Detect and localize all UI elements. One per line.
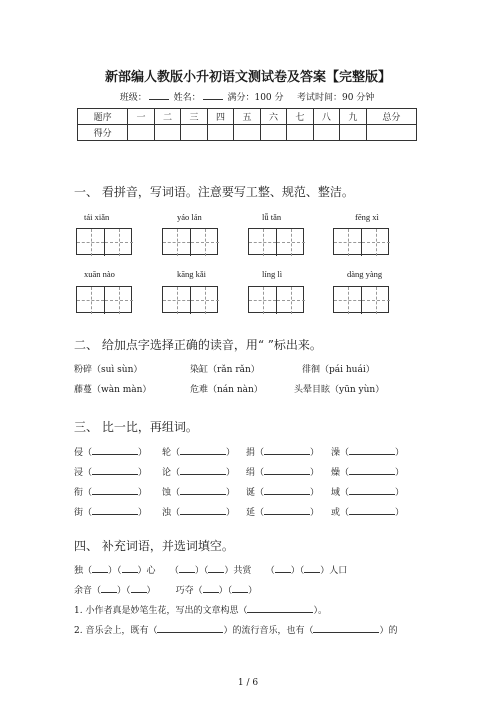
score-col: 八	[313, 109, 339, 125]
section1-heading: 一、 看拼音，写词语。注意要写工整、规范、整洁。	[74, 185, 354, 199]
score-col: 七	[287, 109, 313, 125]
answer-blank[interactable]	[131, 582, 147, 593]
writing-grid[interactable]	[333, 286, 389, 313]
pinyin: yáo lán	[177, 212, 202, 222]
answer-blank[interactable]	[275, 562, 291, 573]
compare-char: 浊	[162, 508, 172, 518]
score-cell[interactable]	[181, 125, 207, 141]
compare-char: 捐	[246, 448, 256, 458]
answer-blank[interactable]	[180, 504, 226, 515]
answer-blank[interactable]	[101, 582, 117, 593]
idiom-text: ）（	[117, 586, 131, 596]
compare-item: 街（ ）	[74, 504, 147, 518]
score-col: 五	[234, 109, 260, 125]
compare-item: 浊（ ）	[162, 504, 235, 518]
answer-blank[interactable]	[180, 484, 226, 495]
pinyin: xuān nào	[84, 269, 115, 279]
writing-grid[interactable]	[162, 228, 218, 255]
score-value-row	[78, 125, 417, 141]
compare-char: 延	[246, 508, 256, 518]
section3-heading: 三、 比一比，再组词。	[74, 420, 198, 434]
name-blank	[203, 90, 223, 100]
compare-item: 燥（ ）	[331, 464, 404, 478]
compare-char: 诞	[246, 488, 256, 498]
compare-char: 论	[162, 468, 172, 478]
section4-heading: 四、 补充词语，并选词填空。	[74, 539, 234, 553]
idiom-text: ）（	[108, 566, 122, 576]
idiom-text: ）共赏	[224, 566, 252, 576]
page-number: 1 / 6	[237, 678, 259, 688]
answer-blank[interactable]	[247, 602, 313, 613]
pinyin: tái xiǎn	[84, 212, 110, 222]
score-cell[interactable]	[366, 125, 416, 141]
score-col: 题序	[78, 109, 128, 125]
writing-grid[interactable]	[162, 286, 218, 313]
compare-char: 轮	[162, 448, 172, 458]
idiom-text: ）	[248, 586, 258, 596]
full-score: 满分：100 分	[227, 93, 284, 103]
score-col: 三	[181, 109, 207, 125]
idiom-text: （	[265, 566, 275, 576]
compare-item: 浸（ ）	[74, 464, 147, 478]
idiom-text: ）（	[290, 566, 305, 576]
answer-blank[interactable]	[208, 562, 224, 573]
reading-choice[interactable]: 头晕目眩（yūn yùn）	[294, 385, 385, 395]
idiom-text: ）（	[218, 586, 233, 596]
compare-item: 轮（ ）	[162, 444, 235, 458]
answer-blank[interactable]	[203, 582, 219, 593]
compare-char: 浸	[74, 468, 84, 478]
idiom-text: 余音（	[74, 586, 102, 596]
compare-char: 或	[331, 508, 341, 518]
question-1	[74, 602, 327, 616]
idiom-text: ）心	[137, 566, 156, 576]
compare-char: 域	[331, 488, 341, 498]
answer-blank[interactable]	[92, 464, 138, 475]
exam-time: 考试时间：90 分钟	[296, 93, 375, 103]
score-cell[interactable]	[313, 125, 339, 141]
answer-blank[interactable]	[264, 464, 310, 475]
writing-grid[interactable]	[333, 228, 389, 255]
question-text: ）。	[313, 606, 327, 616]
class-label: 班级：	[119, 93, 147, 103]
compare-char: 蚀	[162, 488, 172, 498]
reading-choice[interactable]: 染缸（rǎn rǎn）	[190, 365, 260, 375]
question-2	[74, 622, 397, 636]
answer-blank[interactable]	[180, 464, 226, 475]
compare-item: 衔（ ）	[74, 484, 147, 498]
question-text: ）的流行音乐，也有（	[223, 626, 314, 636]
writing-grid[interactable]	[76, 228, 132, 255]
answer-blank[interactable]	[349, 444, 395, 455]
answer-blank[interactable]	[264, 444, 310, 455]
writing-grid[interactable]	[248, 228, 304, 255]
answer-blank[interactable]	[349, 484, 395, 495]
idiom-text: ）	[146, 586, 156, 596]
compare-item: 域（ ）	[331, 484, 404, 498]
compare-char: 街	[74, 508, 84, 518]
answer-blank[interactable]	[349, 504, 395, 515]
answer-blank[interactable]	[179, 562, 195, 573]
pinyin: dàng yàng	[347, 269, 383, 279]
section2-heading: 二、 给加点字选择正确的读音，用“ ”标出来。	[74, 338, 322, 352]
exam-info	[0, 90, 496, 103]
reading-choice[interactable]: 徘徊（pái huái）	[302, 365, 375, 375]
score-cell[interactable]	[340, 125, 366, 141]
question-text: 2. 音乐会上，既有（	[74, 626, 158, 636]
score-table	[77, 108, 417, 141]
score-cell[interactable]	[287, 125, 313, 141]
compare-char: 燥	[331, 468, 341, 478]
idiom-line-1	[74, 562, 347, 576]
answer-blank[interactable]	[304, 562, 320, 573]
answer-blank[interactable]	[92, 444, 138, 455]
score-cell[interactable]	[234, 125, 260, 141]
pinyin: lǚ tǎn	[262, 212, 282, 222]
answer-blank[interactable]	[157, 622, 223, 633]
score-col: 一	[128, 109, 154, 125]
reading-choice[interactable]: 藤蔓（wàn màn）	[74, 385, 152, 395]
score-header-row	[78, 109, 417, 125]
answer-blank[interactable]	[349, 464, 395, 475]
pinyin: fēng xì	[355, 212, 379, 222]
reading-choice[interactable]: 粉碎（suì sùn）	[74, 365, 143, 375]
score-cell[interactable]	[128, 125, 154, 141]
answer-blank[interactable]	[92, 484, 138, 495]
compare-item: 延（ ）	[246, 504, 319, 518]
score-row-label: 得分	[78, 125, 128, 141]
score-col: 四	[207, 109, 233, 125]
compare-item: 捐（ ）	[246, 444, 319, 458]
compare-item: 侵（ ）	[74, 444, 147, 458]
compare-item: 蚀（ ）	[162, 484, 235, 498]
score-cell[interactable]	[154, 125, 180, 141]
compare-item: 或（ ）	[331, 504, 404, 518]
pinyin: kāng kǎi	[177, 269, 207, 279]
score-col: 九	[340, 109, 366, 125]
name-label: 姓名：	[173, 93, 201, 103]
compare-char: 衔	[74, 488, 84, 498]
question-text: ）的	[379, 626, 398, 636]
compare-item: 澡（ ）	[331, 444, 404, 458]
idiom-text: ）人口	[320, 566, 348, 576]
class-blank	[149, 90, 169, 100]
score-cell[interactable]	[260, 125, 286, 141]
idiom-line-2	[74, 582, 257, 596]
compare-item: 论（ ）	[162, 464, 235, 478]
reading-choice[interactable]: 危难（nán nàn）	[190, 385, 263, 395]
pinyin: líng lì	[262, 269, 283, 279]
idiom-text: 独（	[74, 566, 93, 576]
answer-blank[interactable]	[92, 504, 138, 515]
answer-blank[interactable]	[122, 562, 138, 573]
writing-grid[interactable]	[248, 286, 304, 313]
question-text: 1. 小作者真是妙笔生花，写出的文章构思（	[74, 606, 248, 616]
page-title: 新部编人教版小升初语文测试卷及答案【完整版】	[104, 70, 391, 85]
answer-blank[interactable]	[264, 504, 310, 515]
score-col: 总分	[366, 109, 416, 125]
answer-blank[interactable]	[264, 484, 310, 495]
answer-blank[interactable]	[232, 582, 248, 593]
compare-char: 澡	[331, 448, 341, 458]
score-col: 二	[154, 109, 180, 125]
score-col: 六	[260, 109, 286, 125]
compare-item: 诞（ ）	[246, 484, 319, 498]
answer-blank[interactable]	[92, 562, 108, 573]
compare-char: 绢	[246, 468, 256, 478]
idiom-text: （	[169, 566, 179, 576]
compare-char: 侵	[74, 448, 84, 458]
writing-grid[interactable]	[76, 286, 132, 313]
answer-blank[interactable]	[313, 622, 379, 633]
idiom-text: 巧夺（	[175, 586, 203, 596]
answer-blank[interactable]	[180, 444, 226, 455]
score-cell[interactable]	[207, 125, 233, 141]
compare-item: 绢（ ）	[246, 464, 319, 478]
idiom-text: ）（	[194, 566, 209, 576]
